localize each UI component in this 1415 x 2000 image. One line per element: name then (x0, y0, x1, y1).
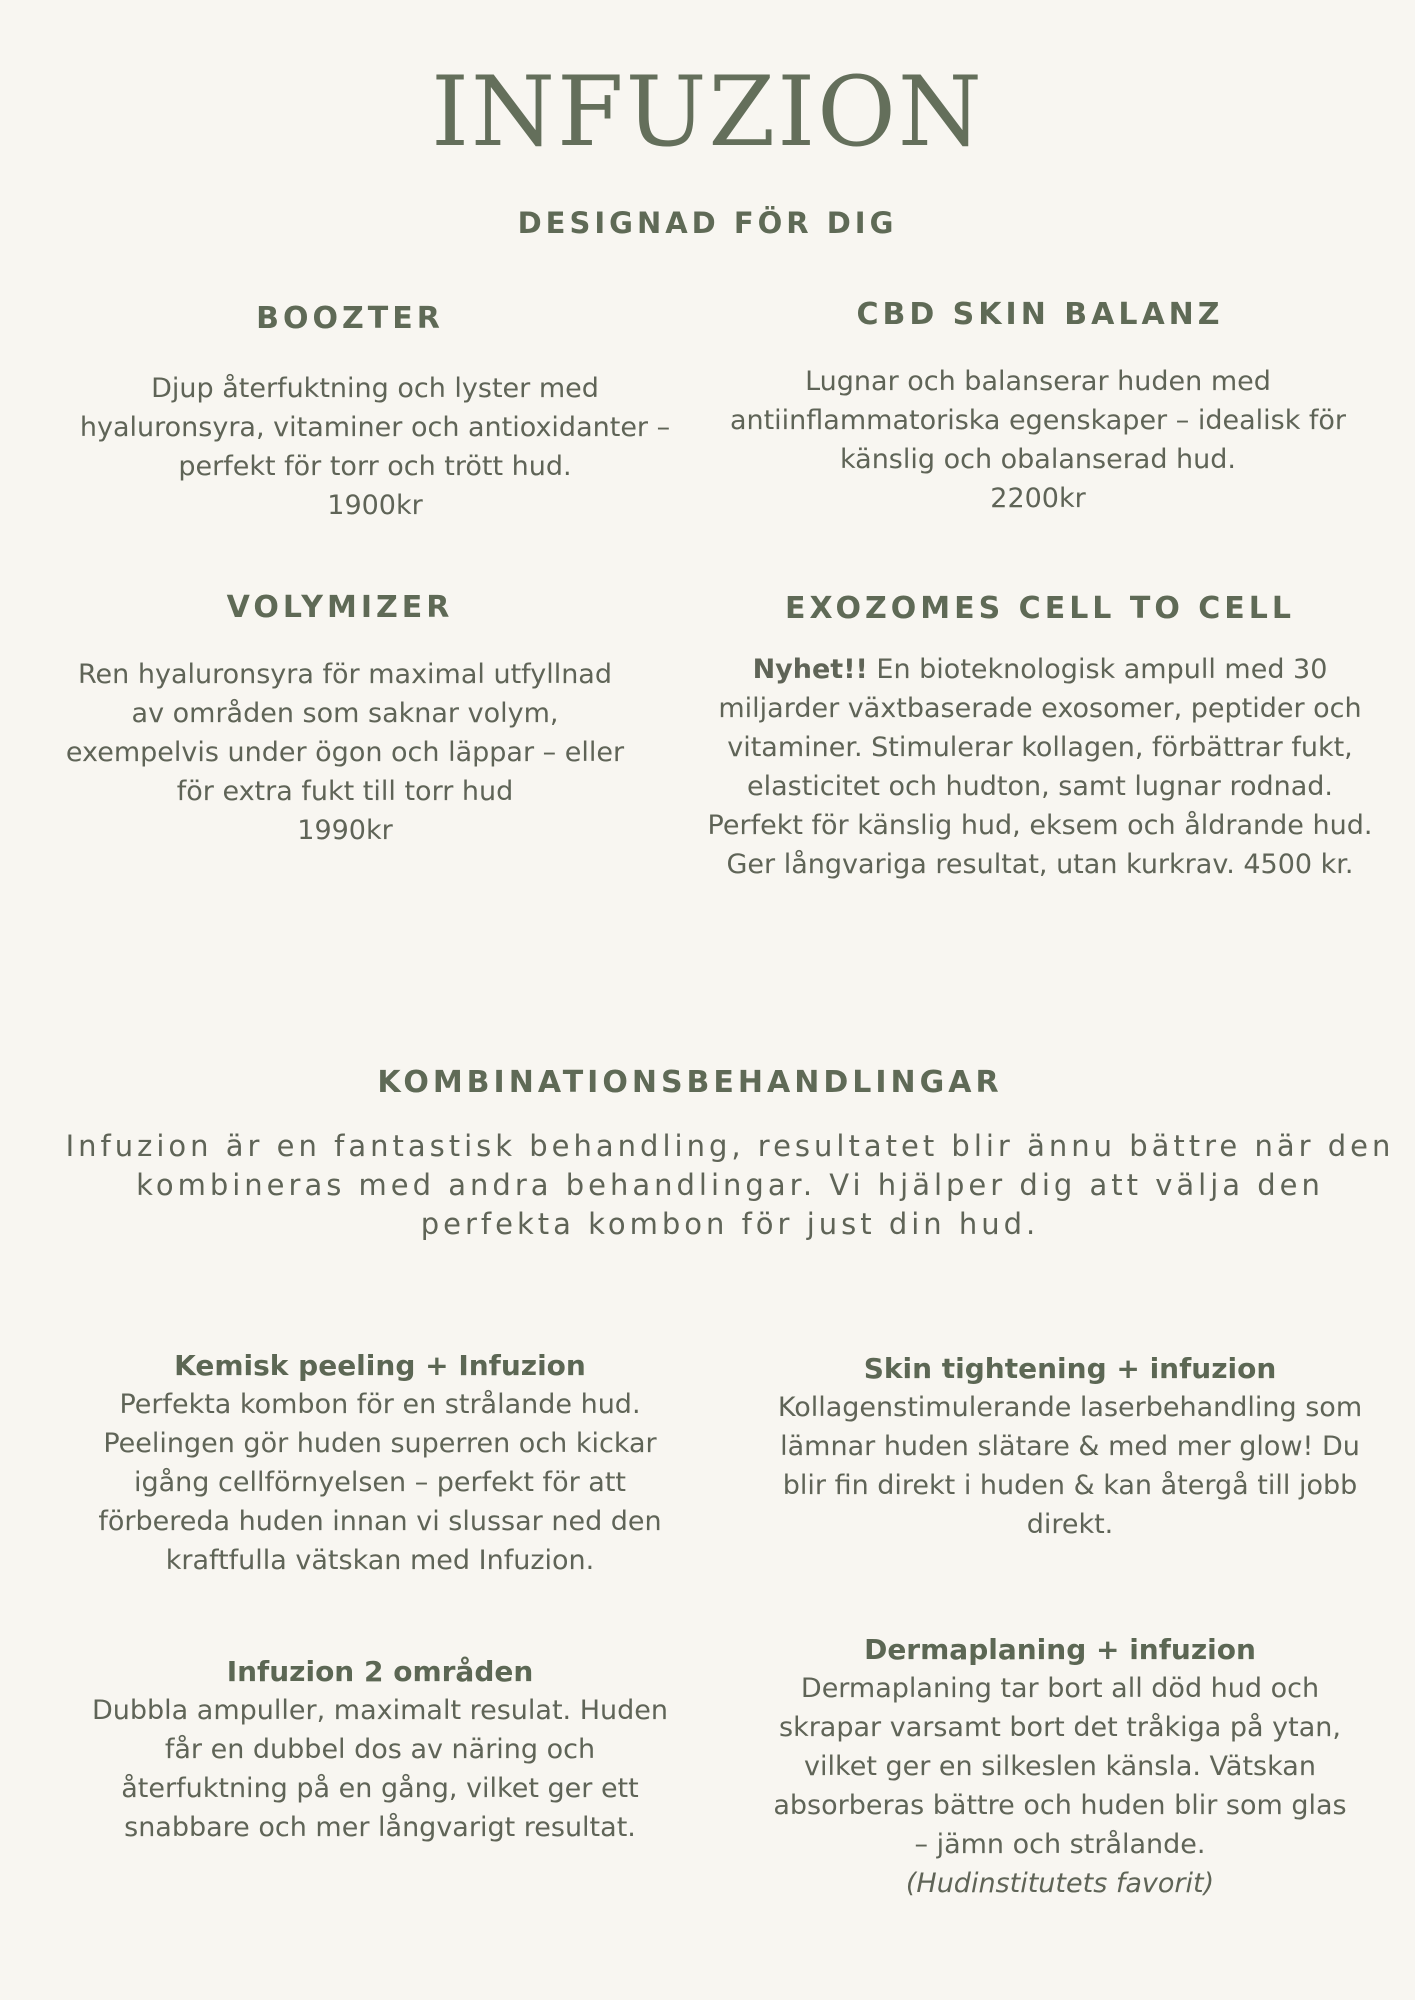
combo-title: Dermaplaning + infuzion (864, 1633, 1256, 1666)
product-name: CBD SKIN BALANZ (856, 297, 1224, 332)
combo-title: Skin tightening + infuzion (863, 1352, 1277, 1385)
favorite-note: (Hudinstitutets favorit) (905, 1868, 1215, 1899)
tagline: DESIGNAD FÖR DIG (517, 206, 898, 240)
section-heading: KOMBINATIONSBEHANDLINGAR (377, 1065, 1003, 1100)
product-name: BOOZTER (256, 301, 444, 336)
product-price: 2200kr (990, 483, 1086, 514)
combo-text: Perfekta kombon för en strålande hud. Peelingen gör huden superren och kickar igång cellförnyelsen – perfekt för att förbereda huden innan vi slussar ned den kraftfulla vätskan med Infuzion. (98, 1389, 662, 1576)
combo-text: Kollagenstimulerande laserbehandling som lämnar huden slätare & med mer glow! Du blir fin direkt i huden & kan återgå till jobb direkt. (777, 1392, 1363, 1540)
product-description: Djup återfuktning och lyster med hyaluronsyra, vitaminer och antioxidanter – perfekt för torr och trött hud. (79, 373, 671, 482)
combo-text: Dubbla ampuller, maximalt resulat. Huden får en dubbel dos av näring och återfuktning på en gång, vilket ger ett snabbare och mer långvarigt resultat. (91, 1695, 668, 1843)
product-price: 1990kr (297, 815, 393, 846)
product-description: Ren hyaluronsyra för maximal utfyllnad av områden som saknar volym, exempelvis under ögon och läppar – eller för extra fukt till torr hud (65, 659, 625, 807)
product-name: EXOZOMES CELL TO CELL (784, 591, 1296, 626)
combo-text: Dermaplaning tar bort all död hud och skrapar varsamt bort det tråkiga på ytan, vilket ger en silkeslen känsla. Vätskan absorberas bättre och huden blir som glas – jämn och strålande. (773, 1673, 1347, 1860)
brand-title: INFUZION (431, 56, 984, 168)
new-badge: Nyhet!! (752, 654, 868, 685)
product-price: 1900kr (327, 490, 423, 521)
combo-title: Kemisk peeling + Infuzion (174, 1349, 586, 1382)
section-intro: Infuzion är en fantastisk behandling, resultatet blir ännu bättre när den kombineras med andra behandlingar. Vi hjälper dig att välja den perfekta kombon för just din hud. (65, 1129, 1395, 1241)
product-name: VOLYMIZER (226, 590, 454, 625)
combo-title: Infuzion 2 områden (226, 1655, 534, 1688)
product-description: Lugnar och balanserar huden med antiinflammatoriska egenskaper – idealisk för känslig och obalanserad hud. (729, 366, 1347, 475)
product-description: Nyhet!! En bioteknologisk ampull med 30 miljarder växtbaserade exosomer, peptider och vitaminer. Stimulerar kollagen, förbättrar fukt, elasticitet och hudton, samt lugnar rodnad. Perfekt för känslig hud, eksem och åldrande hud. Ger långvariga resultat, utan kurkrav. 4500 kr. (707, 654, 1373, 880)
